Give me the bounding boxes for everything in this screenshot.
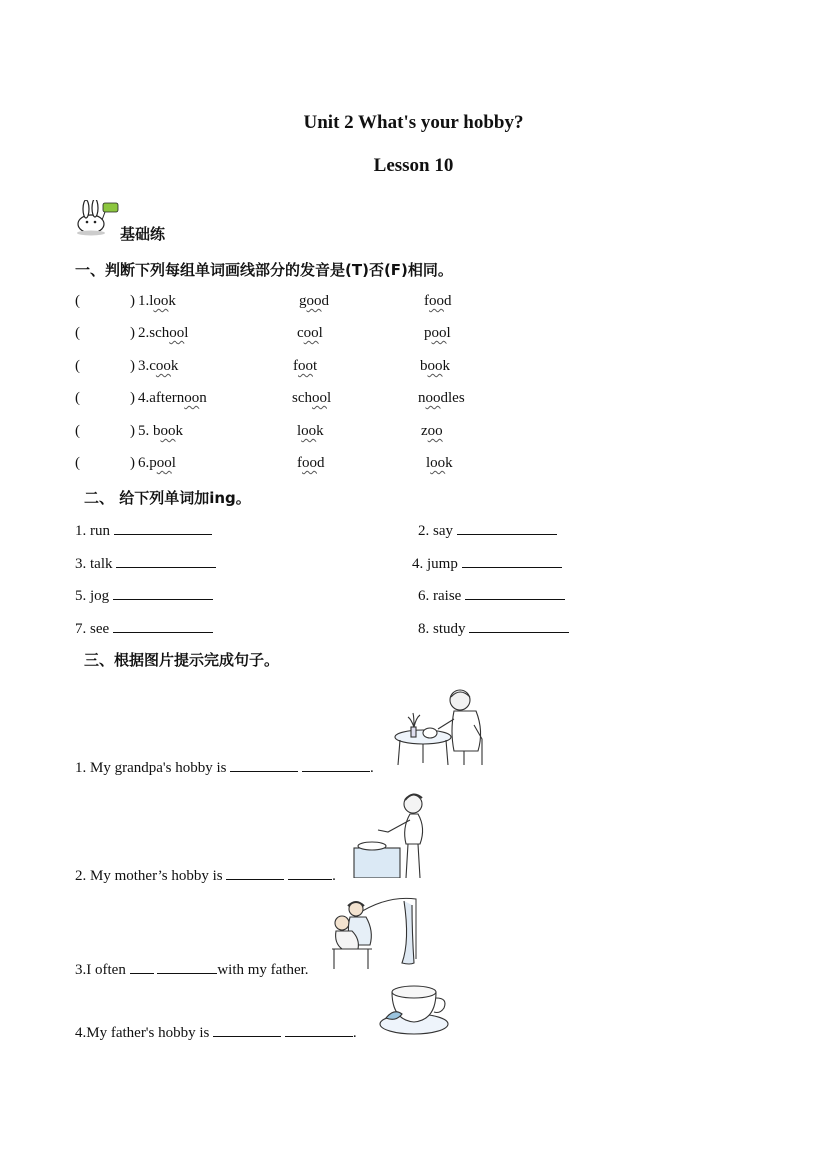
answer-blank[interactable] [226,865,284,880]
fishing-picture [326,893,422,971]
answer-blank[interactable] [288,865,332,880]
word-part: k [175,423,183,439]
item-number: 4. [138,390,150,406]
teacup-picture [378,980,452,1036]
word-part: k [442,358,450,374]
word-part: n [199,390,207,406]
word-part: l [184,325,189,341]
phonics-word-2 [297,455,325,472]
answer-blank[interactable] [213,1022,281,1037]
basic-practice-label: 基础练 [120,225,166,243]
phonics-word-3 [426,455,453,472]
item-number: 6. [138,455,150,471]
word-part: f [293,358,298,374]
grandpa-tea-picture [388,685,488,767]
phonics-word-1 [130,358,178,375]
underlined-letters: oo [425,390,441,406]
sentence-1: 1. My grandpa's hobby is . [75,757,374,777]
sentence-3: 3.I often with my father. [75,959,309,979]
section2-heading: 二、 给下列单词加ing。 [84,489,251,507]
answer-blank[interactable] [230,757,298,772]
word-part: z [421,423,428,439]
answer-blank[interactable] [130,959,154,974]
answer-paren-open[interactable]: ( [75,358,80,374]
bunny-mascot-icon [74,200,120,236]
answer-paren-open[interactable]: ( [75,293,80,309]
word-part: k [445,455,453,471]
answer-paren-open[interactable]: ( [75,423,80,439]
underlined-letters: oo [153,293,169,309]
answer-blank[interactable] [285,1022,353,1037]
answer-blank[interactable] [157,959,217,974]
sentence-2: 2. My mother’s hobby is . [75,865,336,885]
word-part: k [168,293,176,309]
phonics-word-2 [299,293,329,310]
phonics-word-2 [292,390,331,407]
ing-item-5: 5. jog [75,585,213,605]
answer-blank[interactable] [465,585,565,600]
word-part: d [317,455,325,471]
mother-cooking-picture [352,790,434,878]
word-part: f [297,455,302,471]
answer-blank[interactable] [113,585,213,600]
ing-item-1: 1. run [75,520,212,540]
phonics-word-2 [297,325,323,342]
word-part: p [149,455,157,471]
word-part: l [318,325,323,341]
answer-blank[interactable] [114,520,212,535]
underlined-letters: oo [303,325,319,341]
word-part: c [297,325,304,341]
word-part: p [424,325,432,341]
underlined-letters: oo [301,423,317,439]
item-number: 3. [138,358,150,374]
section3-heading: 三、根据图片提示完成句子。 [84,651,280,669]
underlined-letters: oo [430,455,446,471]
item-number: 2. [138,325,150,341]
answer-paren-close: ) [130,390,135,406]
ing-item-7: 7. see [75,618,213,638]
underlined-letters: oo [184,390,200,406]
answer-paren-open[interactable]: ( [75,390,80,406]
phonics-word-3 [420,358,450,375]
answer-blank[interactable] [469,618,569,633]
underlined-letters: oo [155,358,171,374]
item-number: 1. [138,293,150,309]
word-part: g [299,293,307,309]
answer-paren-close: ) [130,293,135,309]
phonics-word-2 [293,358,317,375]
lesson-title: Lesson 10 [373,155,454,176]
word-part: l [149,293,154,309]
word-part: l [171,455,176,471]
underlined-letters: oo [312,390,327,406]
page-title: Unit 2 What's your hobby? [303,112,524,133]
answer-paren-open[interactable]: ( [75,455,80,471]
underlined-letters: oo [427,358,443,374]
ing-item-6: 6. raise [418,585,565,605]
word-part: sch [292,390,312,406]
answer-paren-close: ) [130,325,135,341]
underlined-letters: oo [298,358,313,374]
word-part: k [316,423,324,439]
phonics-word-3 [418,390,465,407]
answer-blank[interactable] [116,553,216,568]
answer-paren-close: ) [130,455,135,471]
word-part: c [149,358,156,374]
section1-heading: 一、判断下列每组单词画线部分的发音是(T)否(F)相同。 [75,261,453,279]
word-part: b [153,423,161,439]
answer-blank[interactable] [113,618,213,633]
underlined-letters: oo [160,423,176,439]
answer-paren-open[interactable]: ( [75,325,80,341]
word-part: n [418,390,426,406]
word-part: l [446,325,451,341]
word-part: l [327,390,332,406]
ing-item-3: 3. talk [75,553,216,573]
phonics-word-1 [130,423,183,440]
word-part: aftern [149,390,185,406]
phonics-word-1 [130,455,176,472]
answer-paren-close: ) [130,358,135,374]
word-part: t [313,358,318,374]
underlined-letters: oo [156,455,172,471]
answer-blank[interactable] [457,520,557,535]
phonics-word-3 [424,325,451,342]
ing-item-4: 4. jump [412,553,562,573]
phonics-word-3 [424,293,452,310]
word-part: k [170,358,179,374]
answer-paren-close: ) [130,423,135,439]
underlined-letters: oo [169,325,185,341]
item-number: 5. [138,423,153,439]
word-part: l [426,455,431,471]
sentence-4: 4.My father's hobby is . [75,1022,357,1042]
word-part: d [444,293,452,309]
word-part: dles [440,390,465,406]
word-part: l [297,423,302,439]
phonics-word-1 [130,325,188,342]
underlined-letters: oo [427,423,443,439]
word-part: sch [149,325,170,341]
phonics-word-2 [297,423,324,440]
underlined-letters: oo [306,293,322,309]
phonics-word-1 [130,293,176,310]
word-part: d [321,293,329,309]
ing-item-2: 2. say [418,520,557,540]
word-part: b [420,358,428,374]
ing-item-8: 8. study [418,618,569,638]
word-part: f [424,293,429,309]
answer-blank[interactable] [462,553,562,568]
underlined-letters: oo [429,293,444,309]
underlined-letters: oo [302,455,317,471]
underlined-letters: oo [431,325,447,341]
phonics-word-1 [130,390,207,407]
phonics-word-3 [421,423,443,440]
answer-blank[interactable] [302,757,370,772]
